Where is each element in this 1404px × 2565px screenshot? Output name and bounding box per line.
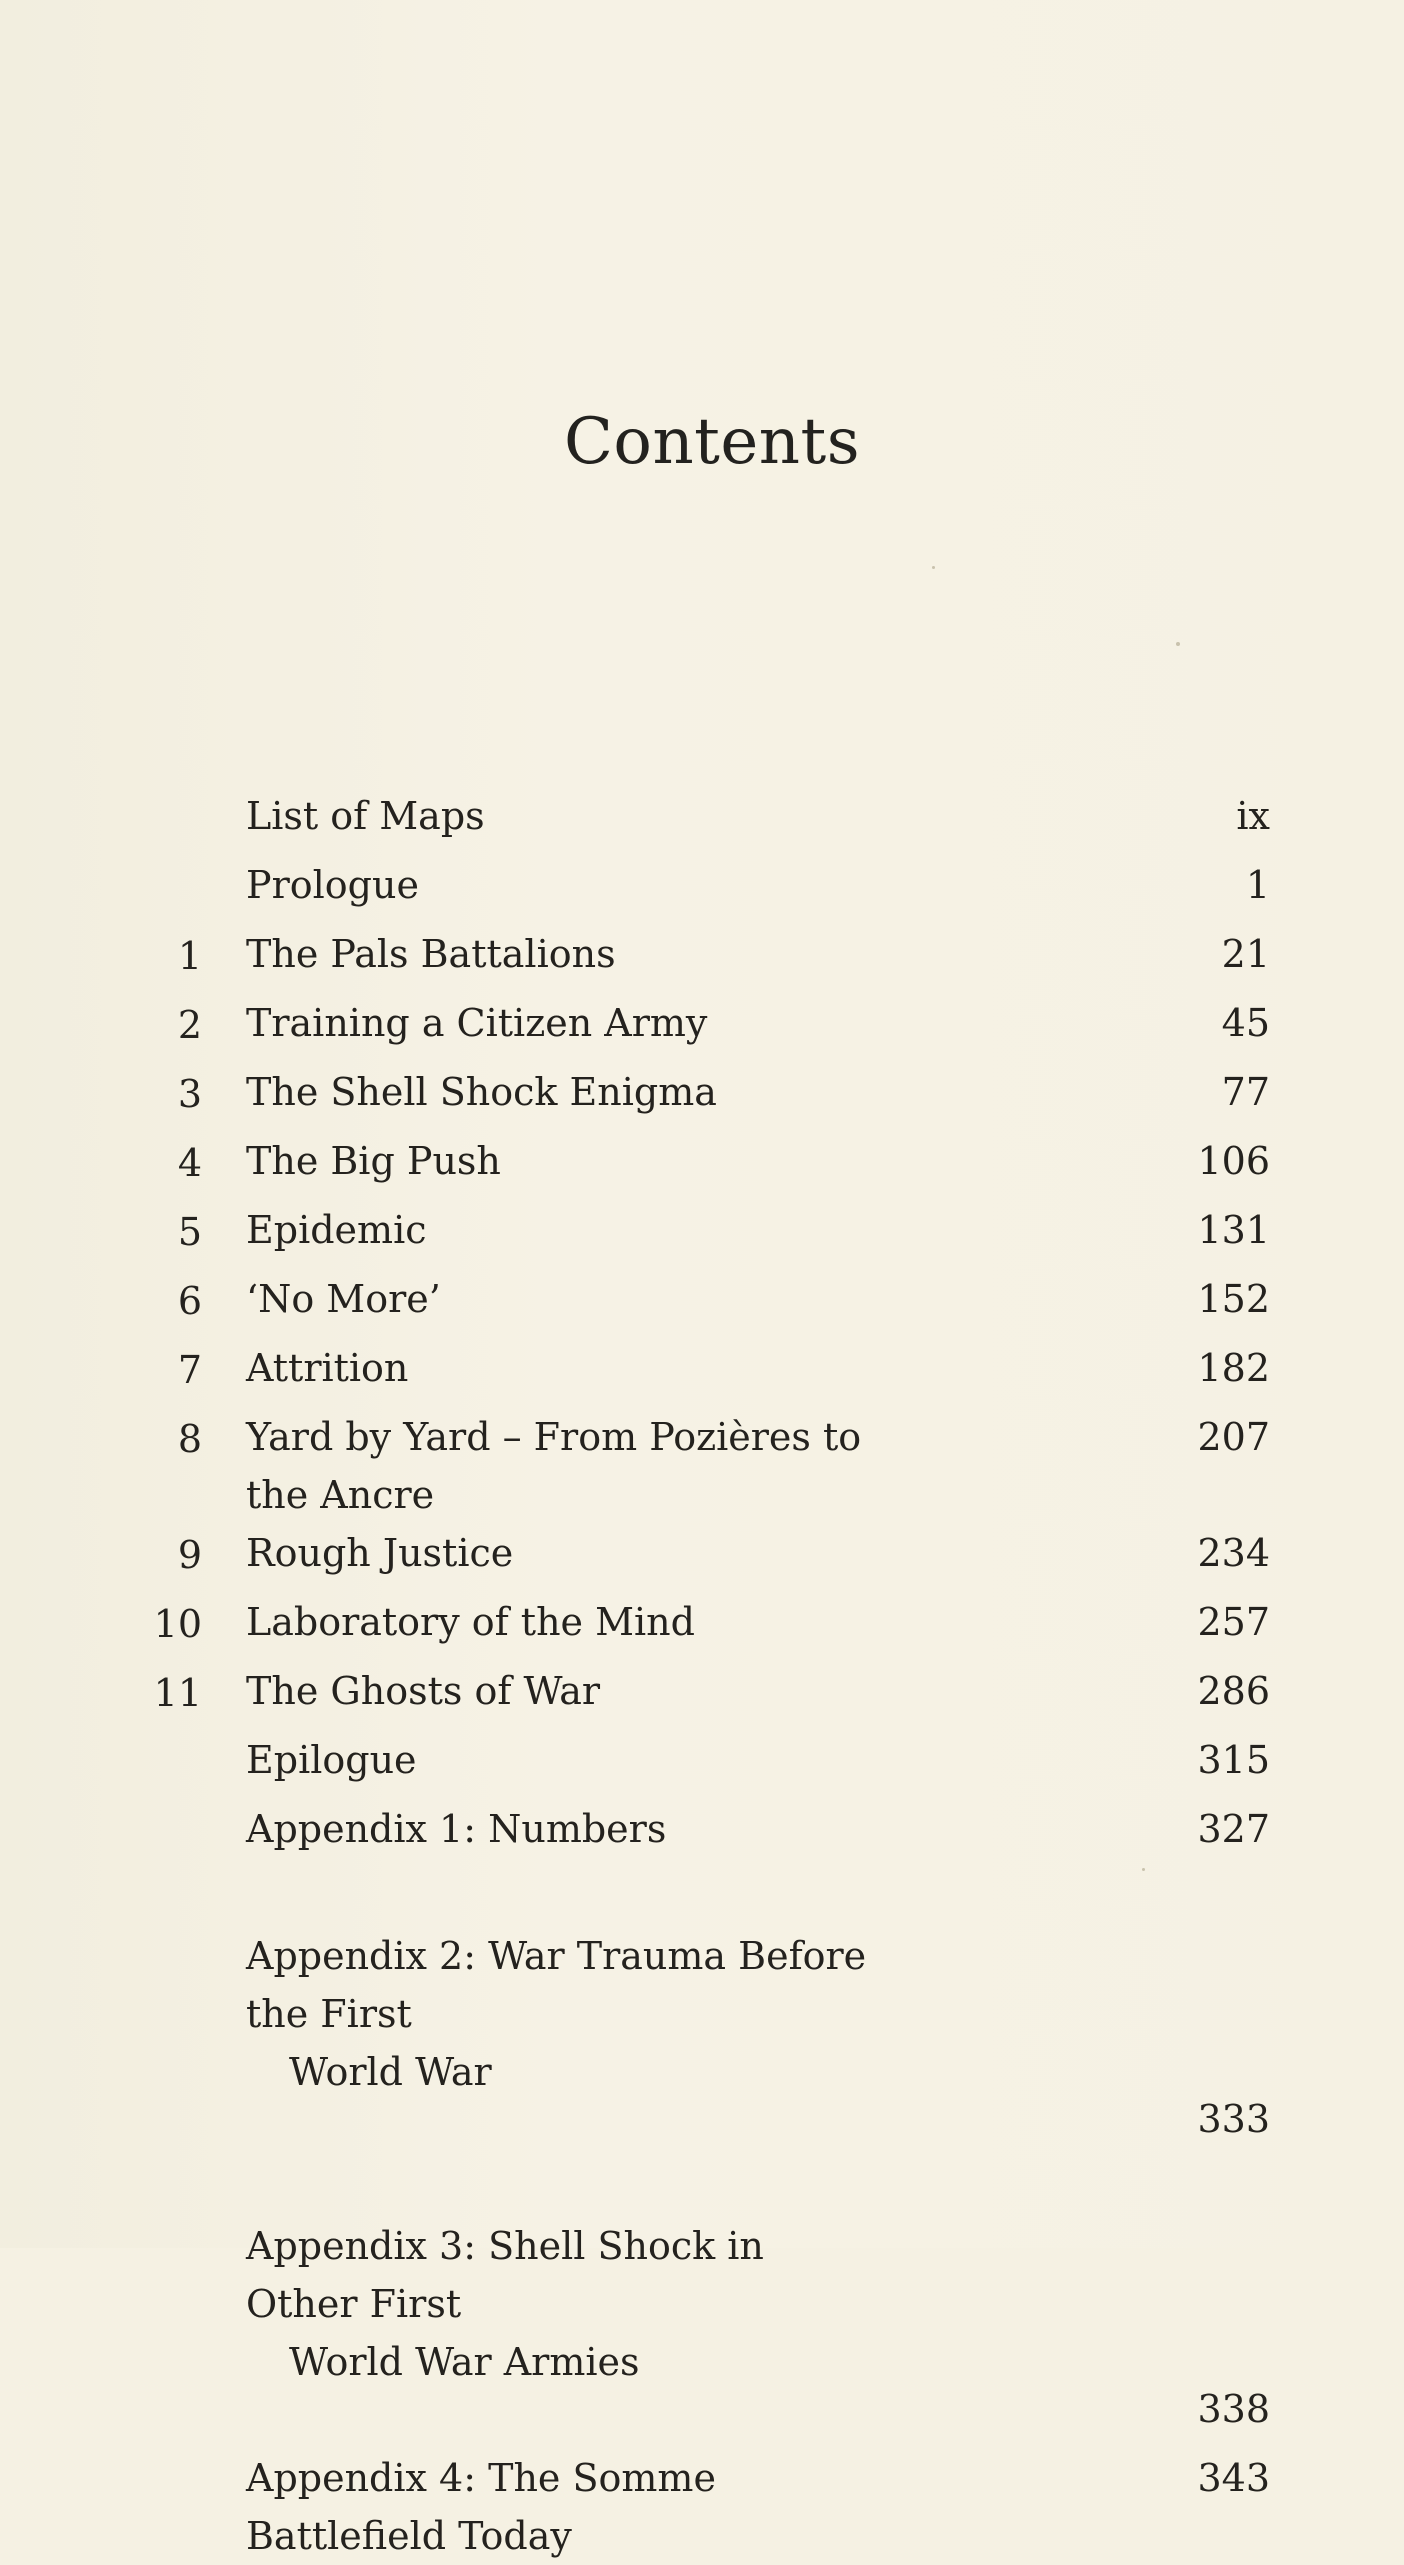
page-number: 152 [1197,1277,1270,1321]
toc-entry[interactable] [150,1731,1270,1800]
page-number: 45 [1221,1001,1270,1045]
toc-entry[interactable] [150,1270,1270,1339]
toc-entry[interactable] [150,787,1270,856]
chapter-number [150,1731,202,1800]
page-number: 343 [1197,2456,1270,2500]
toc-entry[interactable] [150,994,1270,1063]
table-of-contents [150,787,1270,2565]
toc-entry[interactable] [150,1662,1270,1731]
page-number: 106 [1197,1139,1270,1183]
entry-title: The Ghosts of War [246,1669,601,1713]
toc-entry[interactable] [150,1524,1270,1593]
page-number: 315 [1197,1738,1270,1782]
entry-title-line: Appendix 2: War Trauma Before the First [246,1934,867,2036]
chapter-number [150,787,202,856]
contents-heading: Contents [563,404,861,479]
chapter-number: 10 [153,1602,202,1646]
entry-title: Appendix 1: Numbers [246,1807,667,1851]
chapter-number [150,2449,202,2565]
entry-title: Appendix 4: The Somme Battlefield Today [246,2456,716,2558]
toc-entry[interactable] [150,1869,1270,2159]
paper-speck [932,566,935,569]
toc-entry[interactable] [150,1593,1270,1662]
chapter-number: 1 [177,934,202,978]
page-number: ix [1236,794,1270,838]
entry-title-continued: World War [289,2050,492,2094]
page-number: 327 [1197,1807,1270,1851]
page-number: 1 [1245,863,1270,907]
entry-title: List of Maps [246,794,485,838]
entry-title-continued: World War Armies [289,2340,640,2384]
chapter-number: 7 [177,1348,202,1392]
page-number: 234 [1197,1531,1270,1575]
toc-entry[interactable] [150,1800,1270,1869]
entry-title: Yard by Yard – From Pozières to the Ancre [246,1415,862,1517]
toc-entry[interactable] [150,1339,1270,1408]
toc-entry[interactable] [150,925,1270,994]
page-number: 257 [1197,1600,1270,1644]
entry-title: Epidemic [246,1208,427,1252]
page-number: 338 [1197,2387,1270,2431]
chapter-number [150,1869,202,2159]
chapter-number: 5 [177,1210,202,1254]
toc-entry[interactable] [150,1132,1270,1201]
toc-entry[interactable] [150,2159,1270,2449]
entry-title: Training a Citizen Army [246,1001,708,1045]
entry-title: The Pals Battalions [246,932,616,976]
chapter-number [150,856,202,925]
toc-entry[interactable] [150,1408,1270,1524]
chapter-number: 6 [177,1279,202,1323]
toc-entry[interactable] [150,1201,1270,1270]
toc-entry[interactable] [150,856,1270,925]
chapter-number: 3 [177,1072,202,1116]
paper-speck [1176,642,1180,646]
page-number: 333 [1197,2097,1270,2141]
page-number: 182 [1197,1346,1270,1390]
chapter-number: 11 [153,1671,202,1715]
entry-title: ‘No More’ [246,1277,441,1321]
entry-title-line: Appendix 3: Shell Shock in Other First [246,2224,764,2326]
chapter-number: 9 [177,1533,202,1577]
entry-title [246,2159,886,2449]
entry-title: Prologue [246,863,419,907]
toc-entry[interactable] [150,1063,1270,1132]
page-number: 21 [1221,932,1270,976]
entry-title: Laboratory of the Mind [246,1600,695,1644]
page-number: 131 [1197,1208,1270,1252]
entry-title [246,1869,886,2159]
chapter-number: 8 [177,1417,202,1461]
entry-title: The Big Push [246,1139,501,1183]
page-number: 207 [1197,1415,1270,1459]
page-number: 77 [1221,1070,1270,1114]
chapter-number [150,1800,202,1869]
chapter-number: 4 [177,1141,202,1185]
entry-title: Rough Justice [246,1531,514,1575]
entry-title: Epilogue [246,1738,417,1782]
toc-entry[interactable] [150,2449,1270,2565]
page-number: 286 [1197,1669,1270,1713]
entry-title: The Shell Shock Enigma [246,1070,717,1114]
chapter-number [150,2159,202,2449]
chapter-number: 2 [177,1003,202,1047]
entry-title: Attrition [246,1346,409,1390]
